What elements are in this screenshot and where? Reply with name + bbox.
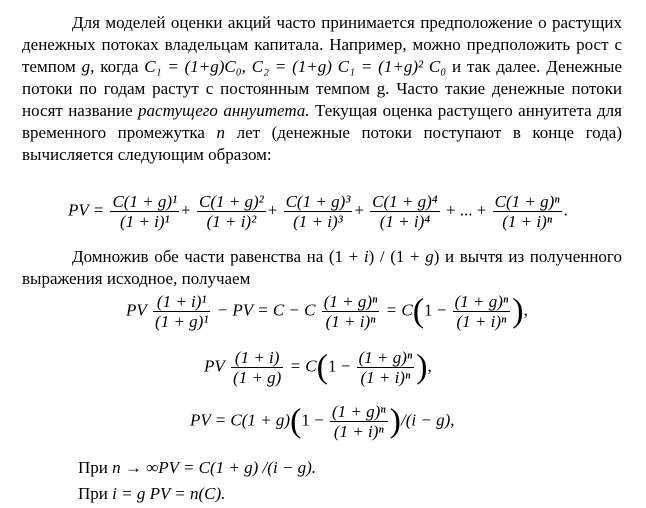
equation-1: PV = $\frac{\text{C(1 + g)¹}}{\text{(1 + i)¹}}$ + $\frac{\text{C(1 + g)²}}{\text{(1 + i)²}}$ + $\frac{\text{C(1 + g)³}}{\text{(1 + i)³}}$ + $\frac{\text{C(1 + g)⁴}}{\text{(1 + i)⁴}}$ + ... + $\frac{\text{C(1 + g)ⁿ}}{\text{(1 + i)ⁿ}}$ . — [68, 192, 568, 231]
equation-3: PV $\frac{(1 + i)}{(1 + g)}$ = C(1 − $\frac{\text{(1 + g)ⁿ}}{\text{(1 + i)ⁿ}}$ ), — [204, 348, 432, 387]
paragraph-2: Домножив обе части равенства на (1 + i) / (1 + g) и вычтя из полученного выражения исходное, получаем — [22, 247, 622, 288]
eq2-frac-1: $\frac{\text{(1 + i)¹}}{\text{(1 + g)¹}}$ — [155, 292, 209, 331]
eq1-dots: + ... + — [445, 200, 487, 220]
p1-text-c: и так далее. Денежные потоки по годам растут с постоянным темпом g. Часто такие денежные потоки носят название — [22, 57, 623, 120]
p1-text-b: когда — [94, 57, 145, 76]
eq3-frac-2: $\frac{\text{(1 + g)ⁿ}}{\text{(1 + i)ⁿ}}$ — [358, 348, 413, 387]
eq1-term-2: $\frac{\text{C(1 + g)²}}{\text{(1 + i)²}}$ — [199, 192, 264, 231]
term-growing-annuity: растущего аннуитета. — [138, 101, 310, 120]
formula-inline-2: C₁ = (1+g)² C₀ — [337, 57, 447, 76]
p1-g: g, — [81, 57, 95, 76]
eq1-term-n: $\frac{\text{C(1 + g)ⁿ}}{\text{(1 + i)ⁿ}}$ — [494, 192, 560, 231]
equation-2: PV $\frac{\text{(1 + i)¹}}{\text{(1 + g)¹}}$ − PV = C − C $\frac{\text{(1 + g)ⁿ}}{\text{(1 + i)ⁿ}}$ = C(1 − $\frac{\text{(1 + g)ⁿ}}{\text{(1 + i)ⁿ}}$ ), — [126, 292, 528, 331]
eq3-frac-1: $\frac{(1 + i)}{(1 + g)}$ — [233, 348, 282, 387]
equation-4: PV = C(1 + g)(1 − $\frac{\text{(1 + g)ⁿ}}{\text{(1 + i)ⁿ}}$ )/(i − g), — [190, 402, 455, 441]
eq1-term-4: $\frac{\text{C(1 + g)⁴}}{\text{(1 + i)⁴}}$ — [372, 192, 438, 231]
eq1-term-3: $\frac{\text{C(1 + g)³}}{\text{(1 + i)³}}$ — [285, 192, 351, 231]
eq2-frac-2: $\frac{\text{(1 + g)ⁿ}}{\text{(1 + i)ⁿ}}$ — [323, 292, 378, 331]
eq1-lhs: PV = — [68, 200, 105, 220]
p1-text-a: Для моделей оценки акций часто принимается предположение о растущих денежных потоках владельцам капитала. Например, можно предположить рост с темпом — [22, 13, 622, 76]
line-equal: При i = g PV = n(C). — [78, 484, 226, 503]
eq4-frac-1: $\frac{\text{(1 + g)ⁿ}}{\text{(1 + i)ⁿ}}$ — [332, 402, 386, 441]
p1-text-d: Текущая оценка растущего аннуитета для временного промежутка — [22, 101, 622, 142]
eq1-term-1: $\frac{\text{C(1 + g)¹}}{\text{(1 + i)¹}}$ — [112, 192, 178, 231]
p1-text-e: лет (денежные потоки поступают в конце года) вычисляется следующим образом: — [22, 123, 622, 164]
eq2-frac-3: $\frac{\text{(1 + g)ⁿ}}{\text{(1 + i)ⁿ}}$ — [454, 292, 509, 331]
paragraph-1 — [22, 12, 622, 166]
line-limit: При n → ∞PV = C(1 + g) /(i − g). — [78, 458, 317, 477]
formula-inline-1: C₁ = (1+g)C₀, C₂ = (1+g) — [144, 57, 332, 76]
p1-n: n — [216, 123, 226, 142]
